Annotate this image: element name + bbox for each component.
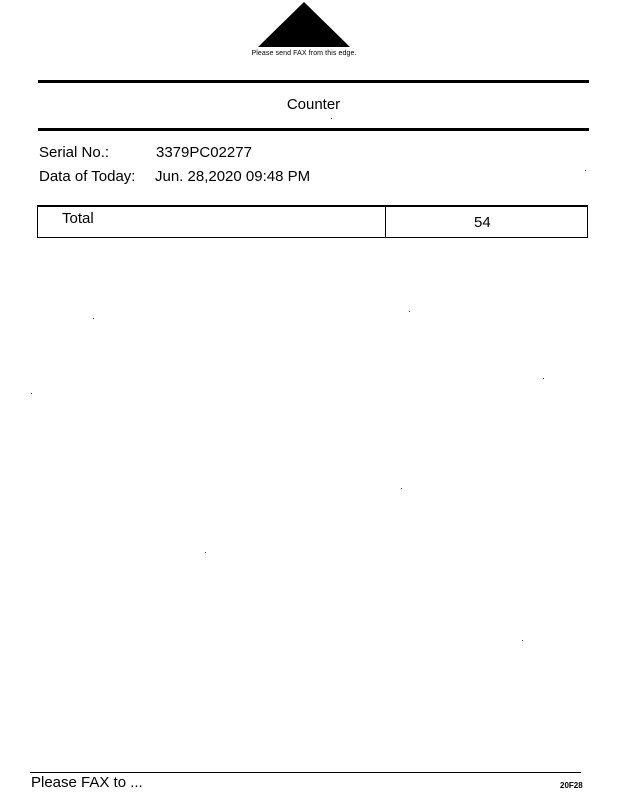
footer-fax-to: Please FAX to ... <box>31 774 143 791</box>
top-rule <box>38 80 589 83</box>
counter-label-cell <box>38 207 386 237</box>
counter-value-cell <box>386 207 587 237</box>
counter-table <box>37 205 588 238</box>
scan-speck <box>331 118 332 119</box>
scan-speck <box>522 640 523 641</box>
scan-speck <box>31 393 32 394</box>
scan-speck <box>401 488 402 489</box>
serial-number-row <box>39 144 252 161</box>
serial-number-value: 3379PC02277 <box>156 144 252 161</box>
date-value: Jun. 28,2020 09:48 PM <box>155 168 311 185</box>
scan-speck <box>205 552 206 553</box>
scan-speck <box>585 170 586 171</box>
date-label: Data of Today: <box>39 168 136 185</box>
scan-speck <box>543 378 544 379</box>
scan-speck <box>409 311 410 312</box>
fax-edge-triangle-icon <box>258 2 350 47</box>
counter-value: 54 <box>474 214 491 231</box>
serial-number-label: Serial No.: <box>39 144 110 161</box>
date-row <box>39 168 311 185</box>
title-bottom-rule <box>38 128 589 131</box>
footer-rule <box>30 772 581 773</box>
section-title: Counter <box>286 96 341 113</box>
scan-speck <box>93 318 94 319</box>
counter-label: Total <box>62 210 94 227</box>
fax-edge-note: Please send FAX from this edge. <box>251 50 357 57</box>
page-code: 20F28 <box>560 781 583 790</box>
